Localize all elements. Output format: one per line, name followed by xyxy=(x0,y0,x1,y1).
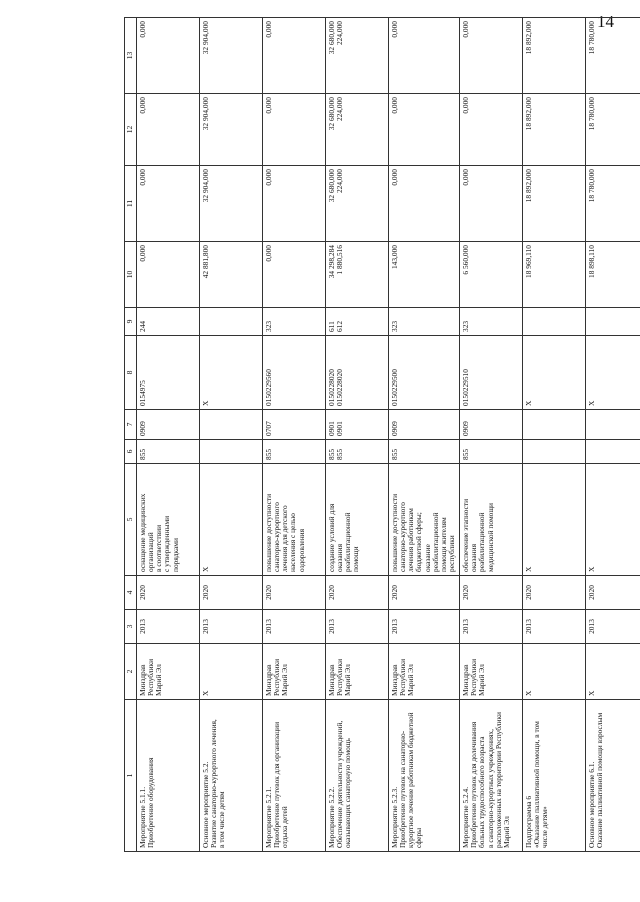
measure-name-line: Приобретение путевок на санаторно- xyxy=(397,730,407,848)
amount-col10-cell xyxy=(262,242,325,308)
executor-cell xyxy=(262,644,325,700)
expected-result-line: оказания xyxy=(334,544,344,572)
section-code-line: 0909 xyxy=(460,421,470,436)
amount-col12-cell xyxy=(585,94,640,166)
amount-col12-line: 224,000 xyxy=(334,97,344,122)
amount-col10-line: 34 298,284 xyxy=(326,245,336,279)
section-code-cell xyxy=(388,410,459,440)
table-row xyxy=(262,18,325,852)
start-year-cell: 2013 xyxy=(388,610,459,644)
expected-result-line: оздоровления xyxy=(296,529,306,572)
amount-col12-line: 18 780,000 xyxy=(586,97,596,131)
amount-col11-cell xyxy=(325,166,388,242)
measure-name-line: сферы xyxy=(414,827,424,848)
amount-col11-line: 18 780,000 xyxy=(586,169,596,203)
measure-name-line: «Оказание паллиативной помощи, в том xyxy=(532,721,542,848)
section-code-cell xyxy=(522,410,585,440)
executor-line: Республики xyxy=(145,658,155,696)
measure-name-line: Развитие санаторно-курортного лечения, xyxy=(208,719,218,848)
expected-result-cell xyxy=(388,464,459,576)
target-article-line: 0150229510 xyxy=(460,369,470,406)
amount-col10-line: 1 880,516 xyxy=(334,245,344,275)
expense-type-cell xyxy=(388,308,459,336)
grbs-code-line: 855 xyxy=(326,448,336,460)
executor-line: Марий Эл xyxy=(343,664,353,696)
amount-col12-line: 0,000 xyxy=(389,97,399,114)
amount-col10-line: 18 969,110 xyxy=(523,245,533,278)
expected-result-line: оснащение медицинских xyxy=(137,493,147,572)
target-article-cell xyxy=(388,336,459,410)
amount-col12-cell xyxy=(325,94,388,166)
amount-col10-cell xyxy=(522,242,585,308)
executor-cell xyxy=(388,644,459,700)
expense-type-line: 323 xyxy=(263,320,273,332)
amount-col13-line: 18 780,000 xyxy=(586,21,596,55)
measure-name-line: Мероприятие 5.2.4. xyxy=(460,786,470,848)
measure-name-line: Основное мероприятие 5.2. xyxy=(200,761,210,848)
measure-name-line: Обеспечение деятельности учреждений, xyxy=(334,720,344,848)
amount-col10-line: 18 898,110 xyxy=(586,245,596,278)
target-article-cell xyxy=(585,336,640,410)
executor-line: Республики xyxy=(271,658,281,696)
executor-cell xyxy=(199,644,262,700)
section-code-cell xyxy=(262,410,325,440)
amount-col13-cell xyxy=(522,18,585,94)
measure-name-line: курортное лечение работникам бюджетной xyxy=(406,712,416,848)
grbs-code-cell xyxy=(585,440,640,464)
amount-col11-cell xyxy=(262,166,325,242)
expected-result-line: с утвержденными xyxy=(162,515,172,572)
grbs-code-line: 855 xyxy=(137,448,147,460)
col-header-4: 4 xyxy=(125,576,137,610)
measure-name-cell xyxy=(199,700,262,852)
amount-col11-line: 0,000 xyxy=(137,169,147,186)
executor-line: Республики xyxy=(469,658,479,696)
expected-result-line: лечения работникам xyxy=(406,508,416,572)
table-row xyxy=(585,18,640,852)
expected-result-line: организаций xyxy=(145,532,155,572)
amount-col11-line: 224,000 xyxy=(334,169,344,194)
measure-name-line: Оказание паллиативной помощи взрослым xyxy=(595,712,605,848)
measure-name-line: в том числе детям xyxy=(217,791,227,848)
target-article-line: Х xyxy=(200,400,210,406)
start-year-cell: 2013 xyxy=(522,610,585,644)
amount-col12-line: 0,000 xyxy=(460,97,470,114)
amount-col13-cell xyxy=(262,18,325,94)
col-header-11: 11 xyxy=(125,166,137,242)
measure-name-cell xyxy=(325,700,388,852)
amount-col10-line: 0,000 xyxy=(263,245,273,262)
amount-col10-cell xyxy=(459,242,522,308)
expected-result-line: оказание xyxy=(422,544,432,572)
amount-col12-line: 0,000 xyxy=(137,97,147,114)
amount-col10-line: 42 881,800 xyxy=(200,245,210,279)
expected-result-line: создание условий для xyxy=(326,503,336,572)
measure-name-cell xyxy=(459,700,522,852)
end-year-cell: 2020 xyxy=(522,576,585,610)
start-year-cell: 2013 xyxy=(262,610,325,644)
expected-result-line: реабилитационной xyxy=(477,512,487,572)
amount-col12-line: 32 680,000 xyxy=(326,97,336,131)
expense-type-line: 244 xyxy=(137,320,147,332)
table-row xyxy=(388,18,459,852)
measure-name-line: расположенных на территории Республики xyxy=(493,711,503,848)
grbs-code-line: 855 xyxy=(389,448,399,460)
expected-result-line: Х xyxy=(523,566,533,572)
measure-name-line: в санаторно-курортных учреждениях, xyxy=(485,729,495,848)
expense-type-cell xyxy=(585,308,640,336)
executor-cell xyxy=(325,644,388,700)
amount-col12-line: 18 892,000 xyxy=(523,97,533,131)
rotated-table-container xyxy=(124,18,605,852)
target-article-cell xyxy=(522,336,585,410)
executor-line: Х xyxy=(200,690,210,696)
grbs-code-line: 855 xyxy=(460,448,470,460)
measure-name-cell xyxy=(136,700,199,852)
amount-col12-cell xyxy=(199,94,262,166)
executor-line: Республики xyxy=(397,658,407,696)
expected-result-line: медицинской помощи xyxy=(485,503,495,572)
expected-result-cell xyxy=(325,464,388,576)
measure-name-cell xyxy=(522,700,585,852)
measure-name-cell xyxy=(388,700,459,852)
section-code-cell xyxy=(199,410,262,440)
expense-type-line: 611 xyxy=(326,321,336,332)
expected-result-line: помощи xyxy=(351,546,361,572)
grbs-code-cell xyxy=(459,440,522,464)
expected-result-line: населения с целью xyxy=(288,513,298,572)
table-row xyxy=(136,18,199,852)
expected-result-line: повышение доступности xyxy=(263,493,273,572)
target-article-cell xyxy=(199,336,262,410)
measure-name-line: отдыха детей xyxy=(280,806,290,848)
target-article-line: 0150229560 xyxy=(263,369,273,406)
amount-col11-line: 18 892,000 xyxy=(523,169,533,203)
end-year-cell: 2020 xyxy=(585,576,640,610)
amount-col10-cell xyxy=(136,242,199,308)
target-article-line: 0150229500 xyxy=(389,369,399,406)
measure-name-line: Основное мероприятие 6.1. xyxy=(586,761,596,848)
amount-col11-line: 0,000 xyxy=(389,169,399,186)
measure-name-line: оказывающих санаторную помощь xyxy=(343,738,353,848)
target-article-cell xyxy=(262,336,325,410)
executor-line: Минздрав xyxy=(389,664,399,696)
start-year-cell: 2013 xyxy=(199,610,262,644)
amount-col13-cell xyxy=(388,18,459,94)
expected-result-cell xyxy=(522,464,585,576)
col-header-7: 7 xyxy=(125,410,137,440)
grbs-code-line: 855 xyxy=(263,448,273,460)
amount-col12-cell xyxy=(136,94,199,166)
expected-result-line: республики xyxy=(447,535,457,572)
amount-col11-line: 32 680,000 xyxy=(326,169,336,203)
measure-name-line: Подпрограмма 6 xyxy=(523,795,533,848)
column-number-row xyxy=(125,18,137,852)
expected-result-line: санаторно-курортного xyxy=(397,502,407,572)
amount-col13-cell xyxy=(585,18,640,94)
grbs-code-cell xyxy=(262,440,325,464)
amount-col10-cell xyxy=(585,242,640,308)
expected-result-line: обеспечение этапности xyxy=(460,498,470,572)
section-code-cell xyxy=(136,410,199,440)
expense-type-cell xyxy=(325,308,388,336)
measure-name-line: Приобретение путевок для организации xyxy=(271,721,281,848)
amount-col11-cell xyxy=(522,166,585,242)
expected-result-line: порядками xyxy=(170,538,180,572)
expense-type-line: 612 xyxy=(334,320,344,332)
measure-name-line: Марий Эл xyxy=(502,816,512,848)
end-year-cell: 2020 xyxy=(199,576,262,610)
end-year-cell: 2020 xyxy=(325,576,388,610)
expense-type-line: 323 xyxy=(460,320,470,332)
end-year-cell: 2020 xyxy=(136,576,199,610)
amount-col13-line: 0,000 xyxy=(389,21,399,38)
col-header-8: 8 xyxy=(125,336,137,410)
section-code-line: 0909 xyxy=(137,421,147,436)
expense-type-cell xyxy=(199,308,262,336)
amount-col10-line: 0,000 xyxy=(137,245,147,262)
measure-name-line: Приобретение путевок для долечивания xyxy=(469,721,479,848)
section-code-cell xyxy=(325,410,388,440)
col-header-6: 6 xyxy=(125,440,137,464)
start-year-cell: 2013 xyxy=(136,610,199,644)
expected-result-line: оказания xyxy=(469,544,479,572)
executor-line: Х xyxy=(586,690,596,696)
expense-type-line: 323 xyxy=(389,320,399,332)
table-row xyxy=(325,18,388,852)
col-header-3: 3 xyxy=(125,610,137,644)
executor-line: Марий Эл xyxy=(280,664,290,696)
table-body xyxy=(136,18,640,852)
section-code-line: 0901 xyxy=(326,421,336,436)
target-article-line: 0150228020 xyxy=(326,369,336,406)
expected-result-cell xyxy=(262,464,325,576)
end-year-cell: 2020 xyxy=(388,576,459,610)
section-code-line: 0707 xyxy=(263,421,273,436)
start-year-cell: 2013 xyxy=(325,610,388,644)
expected-result-line: бюджетной сферы; xyxy=(414,512,424,572)
target-article-line: Х xyxy=(523,400,533,406)
amount-col13-line: 0,000 xyxy=(137,21,147,38)
section-code-cell xyxy=(585,410,640,440)
amount-col13-line: 0,000 xyxy=(460,21,470,38)
executor-line: Минздрав xyxy=(137,664,147,696)
amount-col12-cell xyxy=(522,94,585,166)
measure-name-line: больных трудоспособного возраста xyxy=(477,736,487,848)
amount-col11-line: 0,000 xyxy=(460,169,470,186)
amount-col10-line: 6 560,000 xyxy=(460,245,470,275)
expected-result-line: реабилитационной xyxy=(430,512,440,572)
measure-name-cell xyxy=(262,700,325,852)
expected-result-cell xyxy=(136,464,199,576)
amount-col13-cell xyxy=(199,18,262,94)
measure-name-line: Мероприятие 5.2.3. xyxy=(389,786,399,848)
measure-name-line: Мероприятие 5.2.2. xyxy=(326,786,336,848)
amount-col10-cell xyxy=(199,242,262,308)
amount-col13-line: 18 892,000 xyxy=(523,21,533,55)
grbs-code-cell xyxy=(325,440,388,464)
expected-result-line: реабилитационной xyxy=(343,512,353,572)
executor-cell xyxy=(459,644,522,700)
col-header-2: 2 xyxy=(125,644,137,700)
section-code-line: 0901 xyxy=(334,421,344,436)
grbs-code-cell xyxy=(136,440,199,464)
amount-col12-cell xyxy=(388,94,459,166)
table-row xyxy=(459,18,522,852)
expense-type-cell xyxy=(136,308,199,336)
target-article-line: 0150228020 xyxy=(334,369,344,406)
amount-col11-cell xyxy=(136,166,199,242)
amount-col11-line: 0,000 xyxy=(263,169,273,186)
end-year-cell: 2020 xyxy=(262,576,325,610)
table-row xyxy=(522,18,585,852)
col-header-9: 9 xyxy=(125,308,137,336)
program-measures-table xyxy=(124,17,640,852)
section-code-cell xyxy=(459,410,522,440)
col-header-5: 5 xyxy=(125,464,137,576)
executor-line: Марий Эл xyxy=(477,664,487,696)
end-year-cell: 2020 xyxy=(459,576,522,610)
section-code-line: 0909 xyxy=(389,421,399,436)
target-article-line: Х xyxy=(586,400,596,406)
executor-line: Марий Эл xyxy=(154,664,164,696)
amount-col11-cell xyxy=(585,166,640,242)
amount-col13-cell xyxy=(459,18,522,94)
page-number: 14 xyxy=(597,12,614,31)
expected-result-line: в соответствии xyxy=(154,524,164,572)
col-header-12: 12 xyxy=(125,94,137,166)
amount-col10-cell xyxy=(325,242,388,308)
measure-name-line: Мероприятие 5.1.1. xyxy=(137,786,147,848)
amount-col13-cell xyxy=(325,18,388,94)
executor-line: Минздрав xyxy=(326,664,336,696)
col-header-10: 10 xyxy=(125,242,137,308)
expense-type-cell xyxy=(262,308,325,336)
expected-result-line: Х xyxy=(586,566,596,572)
expected-result-cell xyxy=(585,464,640,576)
executor-cell xyxy=(522,644,585,700)
measure-name-line: Приобретение оборудования xyxy=(145,757,155,848)
grbs-code-cell xyxy=(199,440,262,464)
col-header-1: 1 xyxy=(125,700,137,852)
amount-col13-line: 0,000 xyxy=(263,21,273,38)
col-header-13: 13 xyxy=(125,18,137,94)
amount-col12-cell xyxy=(459,94,522,166)
expected-result-cell xyxy=(459,464,522,576)
expected-result-line: лечения для детского xyxy=(280,505,290,572)
amount-col10-line: 143,000 xyxy=(389,245,399,270)
amount-col12-line: 32 904,000 xyxy=(200,97,210,131)
amount-col13-line: 224,000 xyxy=(334,21,344,46)
grbs-code-cell xyxy=(522,440,585,464)
expected-result-line: Х xyxy=(200,566,210,572)
expected-result-line: помощи жителям xyxy=(439,517,449,572)
amount-col13-cell xyxy=(136,18,199,94)
amount-col13-line: 32 904,000 xyxy=(200,21,210,55)
executor-line: Марий Эл xyxy=(406,664,416,696)
target-article-cell xyxy=(325,336,388,410)
executor-line: Х xyxy=(523,690,533,696)
executor-line: Республики xyxy=(334,658,344,696)
executor-line: Минздрав xyxy=(263,664,273,696)
expected-result-line: санаторно-курортного xyxy=(271,502,281,572)
table-row xyxy=(199,18,262,852)
grbs-code-line: 855 xyxy=(334,448,344,460)
amount-col11-cell xyxy=(199,166,262,242)
amount-col12-line: 0,000 xyxy=(263,97,273,114)
target-article-line: 0154975 xyxy=(137,380,147,406)
target-article-cell xyxy=(136,336,199,410)
measure-name-line: Мероприятие 5.2.1. xyxy=(263,786,273,848)
expected-result-line: повышение доступности xyxy=(389,493,399,572)
executor-line: Минздрав xyxy=(460,664,470,696)
expense-type-cell xyxy=(522,308,585,336)
grbs-code-cell xyxy=(388,440,459,464)
start-year-cell: 2013 xyxy=(459,610,522,644)
executor-cell xyxy=(585,644,640,700)
amount-col11-line: 32 904,000 xyxy=(200,169,210,203)
expense-type-cell xyxy=(459,308,522,336)
executor-cell xyxy=(136,644,199,700)
amount-col10-cell xyxy=(388,242,459,308)
start-year-cell: 2013 xyxy=(585,610,640,644)
expected-result-cell xyxy=(199,464,262,576)
amount-col12-cell xyxy=(262,94,325,166)
measure-name-cell xyxy=(585,700,640,852)
amount-col11-cell xyxy=(459,166,522,242)
target-article-cell xyxy=(459,336,522,410)
amount-col13-line: 32 680,000 xyxy=(326,21,336,55)
amount-col11-cell xyxy=(388,166,459,242)
measure-name-line: числе детям» xyxy=(540,806,550,848)
